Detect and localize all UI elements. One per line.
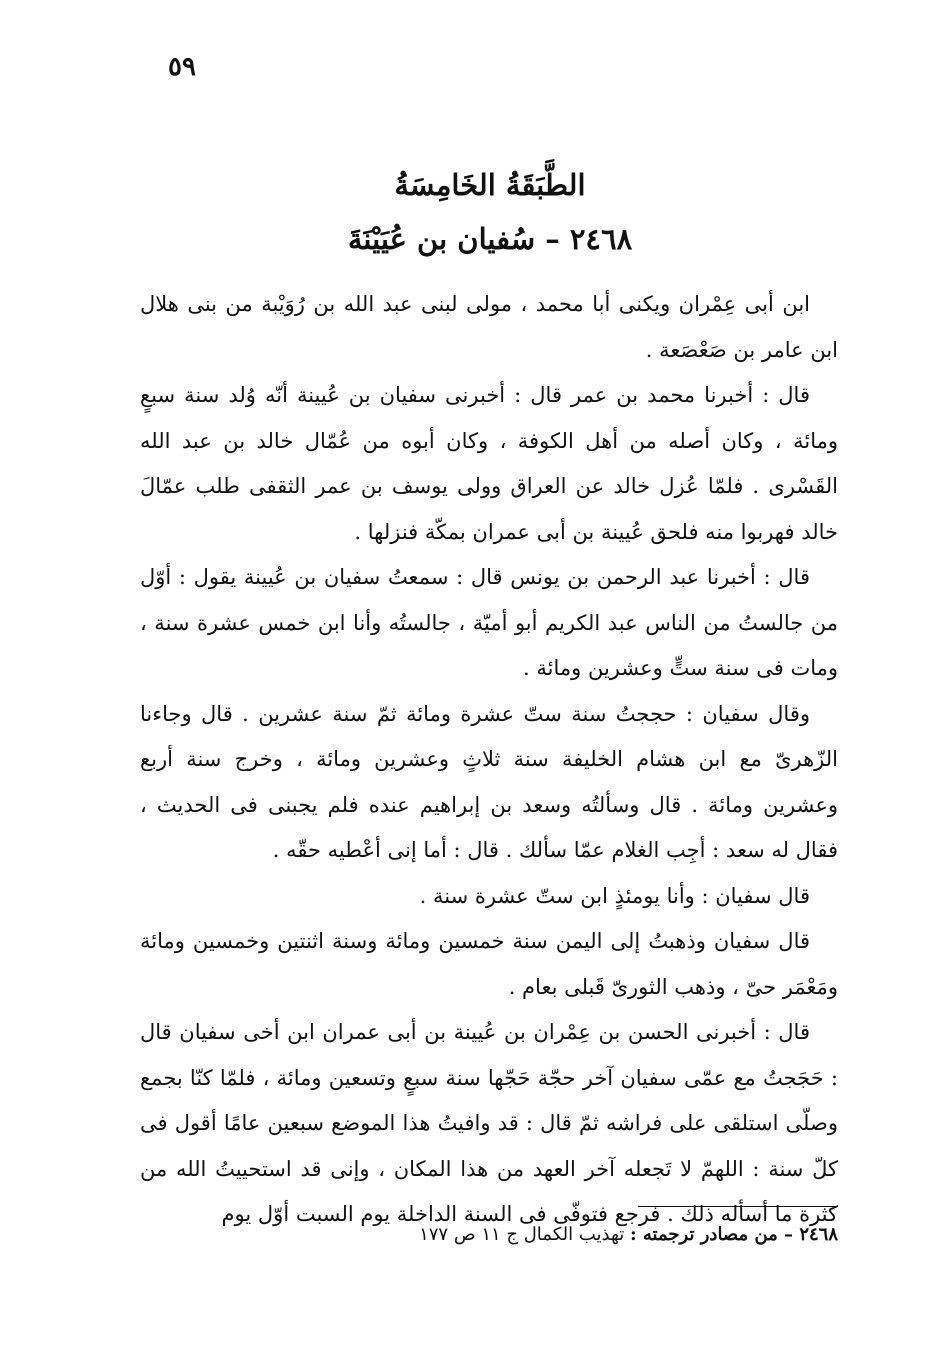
footnote-divider: [638, 1206, 838, 1207]
body-text: [140, 282, 838, 1238]
footnote: [140, 1220, 838, 1250]
paragraph: قال سفيان وذهبتُ إلى اليمن سنة خمسين ومائة وسنة اثنتين وخمسين ومائة ومَعْمَر حىّ ، وذهب الثورىّ قَبلى بعام .: [140, 929, 838, 999]
paragraph: قال سفيان : وأنا يومئذٍ ابن ستّ عشرة سنة .: [419, 883, 810, 908]
paragraph: قال : أخبرنا محمد بن عمر قال : أخبرنى سفيان بن عُيينة أنّه وُلد سنة سبعٍ ومائة ، وكان أصله من أهل الكوفة ، وكان أبوه من عُمّال خالد بن عبد الله القَسْرى . فلمّا عُزل خالد عن العراق وولى يوسف بن عمر الثقفى طلب عمّالَ خالد فهربوا منه فلحق عُيينة بن أبى عمران بمكّة فنزلها .: [140, 383, 838, 544]
page-number: ٥٩: [168, 52, 196, 82]
paragraph: ابن أبى عِمْران ويكنى أبا محمد ، مولى لبنى عبد الله بن رُوَيْبة من بنى هلال ابن عامر بن صَعْصَعة .: [140, 292, 838, 362]
paragraph: قال : أخبرنى الحسن بن عِمْران بن عُيينة بن أبى عمران ابن أخى سفيان قال : حَجَجتُ مع عمّى سفيان آخر حجّة حَجّها سنة سبعٍ وتسعين ومائة ، فلمّا كنّا بجمع وصلّى استلقى على فراشه ثمّ قال : قد وافيتُ هذا الموضع سبعين عامًا أقول فى كلّ سنة : اللهمّ لا تَجعله آخر العهد من هذا المكان ، وإنى قد استحييتُ الله من كثرة ما أسأله ذلك . فرجع فتوفّى فى السنة الداخلة يوم السبت أوّل يوم: [140, 1020, 838, 1226]
section-title: الطَّبَقَةُ الخَامِسَةُ: [394, 168, 586, 202]
paragraph: قال : أخبرنا عبد الرحمن بن يونس قال : سمعتُ سفيان بن عُيينة يقول : أوّل من جالستُ من الناس عبد الكريم أبو أميّة ، جالستُه وأنا ابن خمس عشرة سنة ، ومات فى سنة ستٍّ وعشرين ومائة .: [140, 565, 838, 680]
paragraph: وقال سفيان : حججتُ سنة ستّ عشرة ومائة ثمّ سنة عشرين . قال وجاءنا الزّهرىّ مع ابن هشام الخليفة سنة ثلاثٍ وعشرين ومائة ، وخرج سنة أربع وعشرين ومائة . قال وسألتُه وسعد بن إبراهيم عنده فلم يجبنى فى الحديث ، فقال له سعد : أجِب الغلام عمّا سألك . قال : أما إنى أعْطيه حقّه .: [140, 701, 838, 862]
footnote-text: تهذيب الكمال ج ١١ ص ١٧٧: [419, 1224, 630, 1245]
footnote-label: ٢٤٦٨ – من مصادر ترجمته :: [630, 1224, 838, 1245]
entry-title: ٢٤٦٨ – سُفيان بن عُيَيْنَةَ: [347, 222, 633, 256]
